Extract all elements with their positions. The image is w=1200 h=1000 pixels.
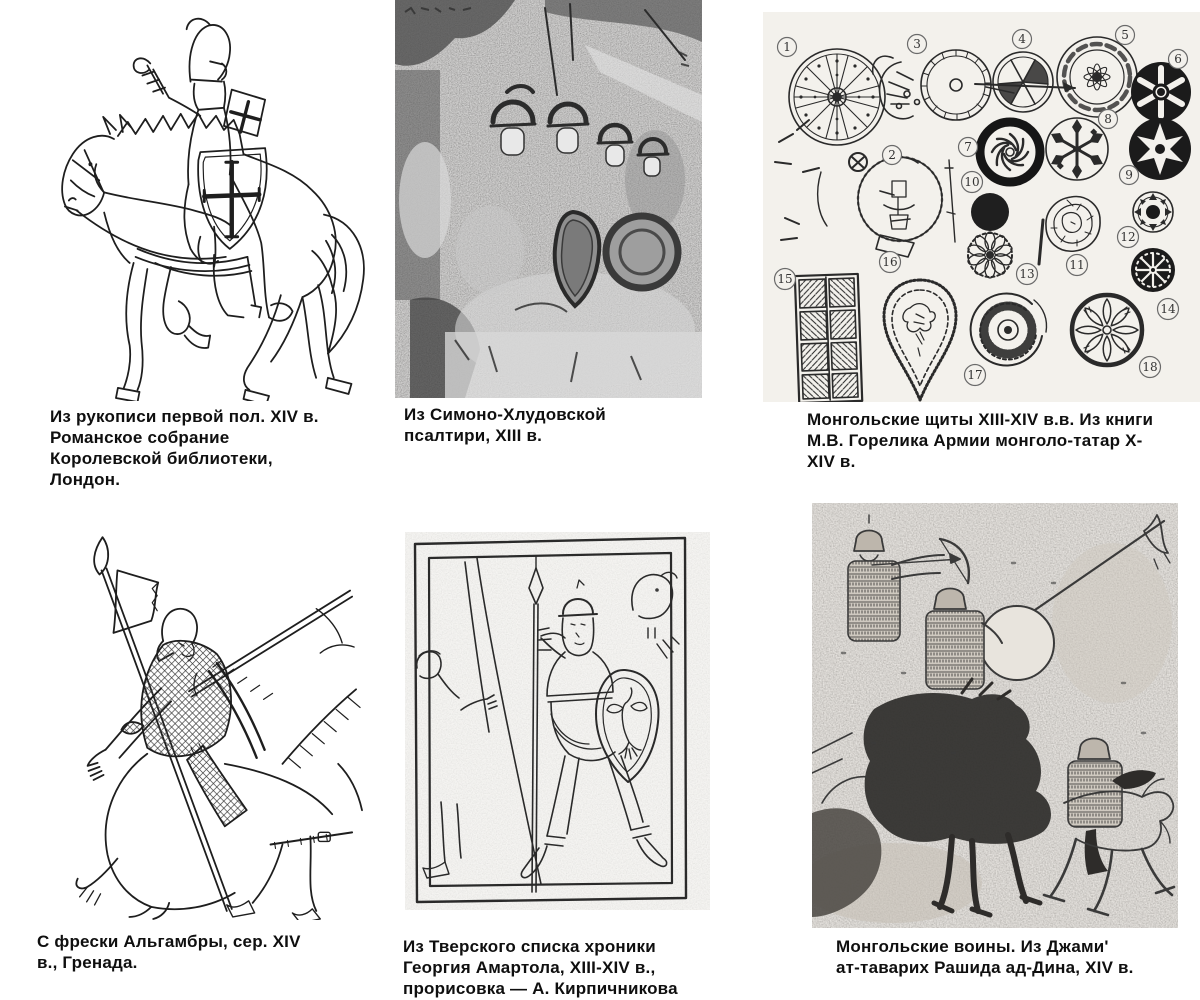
caption-line: Георгия Амартола, XIII-XIV в., bbox=[403, 958, 656, 977]
mongol-cavalry-illustration bbox=[812, 503, 1178, 928]
shield-number: 11 bbox=[1069, 258, 1085, 272]
shield-number: 3 bbox=[913, 37, 921, 51]
shield-number: 8 bbox=[1104, 112, 1112, 126]
shield-number: 15 bbox=[777, 272, 793, 286]
caption-line: псалтири, XIII в. bbox=[404, 426, 543, 445]
shield-number: 6 bbox=[1174, 52, 1182, 66]
caption-line: Лондон. bbox=[50, 470, 121, 489]
caption-line: Из Тверского списка хроники bbox=[403, 937, 656, 956]
caption-line: в., Гренада. bbox=[37, 953, 138, 972]
shield-number: 16 bbox=[882, 255, 898, 269]
caption-line: Из Симоно-Хлудовской bbox=[404, 405, 606, 424]
figure-knight-manuscript bbox=[8, 3, 376, 401]
shield-number: 14 bbox=[1160, 302, 1176, 316]
alhambra-rider-illustration bbox=[22, 512, 365, 920]
figure-alhambra-fresco bbox=[22, 512, 365, 920]
shield-number: 2 bbox=[888, 148, 896, 162]
caption-line: Романское собрание bbox=[50, 428, 230, 447]
caption-mongol-warriors bbox=[836, 936, 1134, 978]
caption-line: С фрески Альгамбры, сер. XIV bbox=[37, 932, 301, 951]
shield-number: 13 bbox=[1019, 267, 1035, 281]
shield-number: 17 bbox=[967, 368, 983, 382]
shield-number: 10 bbox=[964, 175, 980, 189]
shield-number: 9 bbox=[1125, 168, 1133, 182]
shield-number: 1 bbox=[783, 40, 791, 54]
caption-line: Монгольские воины. Из Джами' bbox=[836, 937, 1109, 956]
caption-line: прорисовка — А. Кирпичникова bbox=[403, 979, 678, 998]
caption-line: XIV в. bbox=[807, 452, 856, 471]
tver-warrior-illustration bbox=[405, 532, 710, 910]
shield-number: 12 bbox=[1120, 230, 1136, 244]
caption-khludov-psalter bbox=[404, 404, 606, 446]
caption-tver-chronicle bbox=[403, 936, 678, 999]
caption-line: Королевской библиотеки, bbox=[50, 449, 273, 468]
figure-mongol-warriors bbox=[812, 503, 1178, 928]
caption-line: ат-таварих Рашида ад-Дина, XIV в. bbox=[836, 958, 1134, 977]
shield-number: 7 bbox=[964, 140, 972, 154]
caption-line: Из рукописи первой пол. XIV в. bbox=[50, 407, 319, 426]
caption-mongol-shields bbox=[807, 409, 1153, 472]
shield-number: 4 bbox=[1018, 32, 1026, 46]
figure-tver-chronicle bbox=[405, 532, 710, 910]
shield-number: 18 bbox=[1142, 360, 1158, 374]
caption-knight-manuscript bbox=[50, 406, 319, 490]
caption-line: Монгольские щиты XIII-XIV в.в. Из книги bbox=[807, 410, 1154, 429]
knight-on-horse-illustration bbox=[8, 3, 376, 401]
caption-alhambra-fresco bbox=[37, 931, 301, 973]
shield-number: 5 bbox=[1121, 28, 1129, 42]
caption-line: М.В. Горелика Армии монголо-татар X- bbox=[807, 431, 1143, 450]
figure-khludov-psalter bbox=[395, 0, 702, 398]
figure-mongol-shields bbox=[763, 12, 1200, 402]
shields-diagram-illustration bbox=[763, 12, 1200, 402]
psalter-fresco-illustration bbox=[395, 0, 702, 398]
